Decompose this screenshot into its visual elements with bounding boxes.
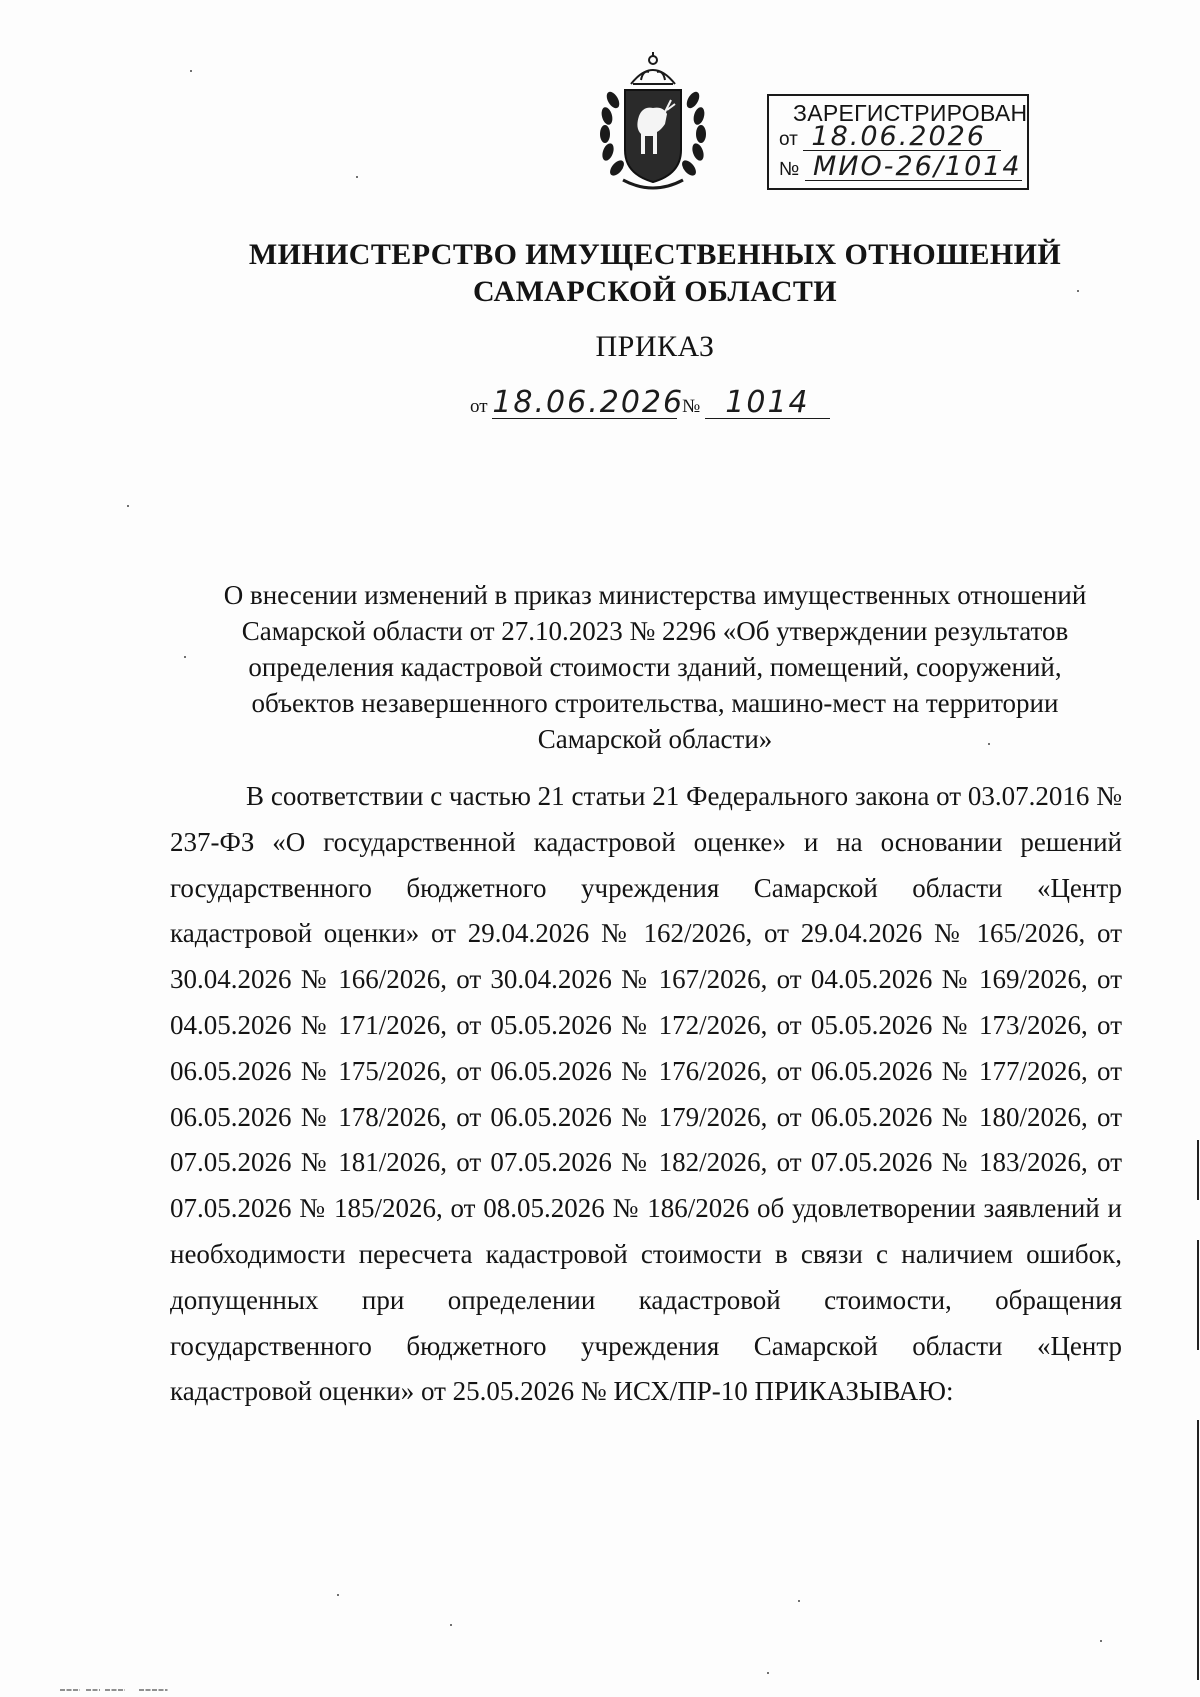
order-number-label: № bbox=[682, 396, 701, 417]
order-date-number bbox=[470, 385, 830, 420]
order-subject bbox=[185, 577, 1125, 757]
scan-edge-mark bbox=[1197, 1140, 1199, 1200]
subject-line: О внесении изменений в приказ министерства имущественных отношений bbox=[223, 580, 1087, 610]
scan-speck bbox=[988, 743, 990, 745]
scan-speck bbox=[184, 656, 186, 658]
scan-speck bbox=[1100, 1640, 1102, 1642]
stamp-number-value: МИО-26/1014 bbox=[805, 154, 1022, 181]
registration-stamp bbox=[767, 94, 1029, 190]
subject-line: Самарской области» bbox=[537, 724, 773, 754]
subject-line: объектов незавершенного строительства, машино-мест на территории bbox=[251, 688, 1059, 718]
scan-edge-mark bbox=[1197, 1240, 1199, 1350]
scan-speck bbox=[337, 1594, 339, 1596]
org-name-line-2: САМАРСКОЙ ОБЛАСТИ bbox=[472, 275, 838, 308]
body-paragraph: В соответствии с частью 21 статьи 21 Федерального закона от 03.07.2016 № 237-ФЗ «О государственной кадастровой оценке» и на основании решений государственного бюджетного учреждения Самарской области «Центр кадастровой оценки» от 29.04.2026 № 162/2026, от 29.04.2026 № 165/2026, от 30.04.2026 № 166/2026, от 30.04.2026 № 167/2026, от 04.05.2026 № 169/2026, от 04.05.2026 № 171/2026, от 05.05.2026 № 172/2026, от 05.05.2026 № 173/2026, от 06.05.2026 № 175/2026, от 06.05.2026 № 176/2026, от 06.05.2026 № 177/2026, от 06.05.2026 № 178/2026, от 06.05.2026 № 179/2026, от 06.05.2026 № 180/2026, от 07.05.2026 № 181/2026, от 07.05.2026 № 182/2026, от 07.05.2026 № 183/2026, от 07.05.2026 № 185/2026, от 08.05.2026 № 186/2026 об удовлетворении заявлений и необходимости пересчета кадастровой стоимости в связи с наличием ошибок, допущенных при определении кадастровой стоимости, обращения государственного бюджетного учреждения Самарской области «Центр кадастровой оценки» от 25.05.2026 № ИСХ/ПР-10 ПРИКАЗЫВАЮ: bbox=[170, 781, 1122, 1407]
stamp-title: ЗАРЕГИСТРИРОВАН bbox=[793, 100, 1028, 126]
scan-speck bbox=[1077, 290, 1079, 292]
subject-line: определения кадастровой стоимости зданий, помещений, сооружений, bbox=[248, 652, 1062, 682]
stamp-date-value: 18.06.2026 bbox=[803, 124, 1001, 151]
scan-speck bbox=[127, 505, 129, 507]
document-type: ПРИКАЗ bbox=[595, 330, 715, 363]
order-body bbox=[170, 774, 1122, 1415]
scan-edge-mark bbox=[1197, 1420, 1199, 1680]
scan-speck bbox=[356, 176, 358, 178]
stamp-number-label: № bbox=[779, 159, 800, 180]
order-date-value: 18.06.2026 bbox=[492, 385, 685, 420]
org-name-line-1: МИНИСТЕРСТВО ИМУЩЕСТВЕННЫХ ОТНОШЕНИЙ bbox=[248, 238, 1062, 271]
scan-bottom-dashes bbox=[0, 1689, 240, 1691]
stamp-date-row bbox=[779, 121, 1001, 152]
subject-line: Самарской области от 27.10.2023 № 2296 «Об утверждении результатов bbox=[241, 616, 1069, 646]
coat-of-arms-emblem bbox=[583, 50, 723, 200]
order-date-label: от bbox=[470, 396, 488, 417]
scan-speck bbox=[450, 1624, 452, 1626]
scan-speck bbox=[798, 1600, 800, 1602]
stamp-number-row bbox=[779, 151, 1022, 182]
scan-speck bbox=[767, 1672, 769, 1674]
scan-speck bbox=[190, 70, 192, 72]
order-number-value: 1014 bbox=[705, 388, 830, 419]
stamp-date-label: от bbox=[779, 129, 798, 150]
